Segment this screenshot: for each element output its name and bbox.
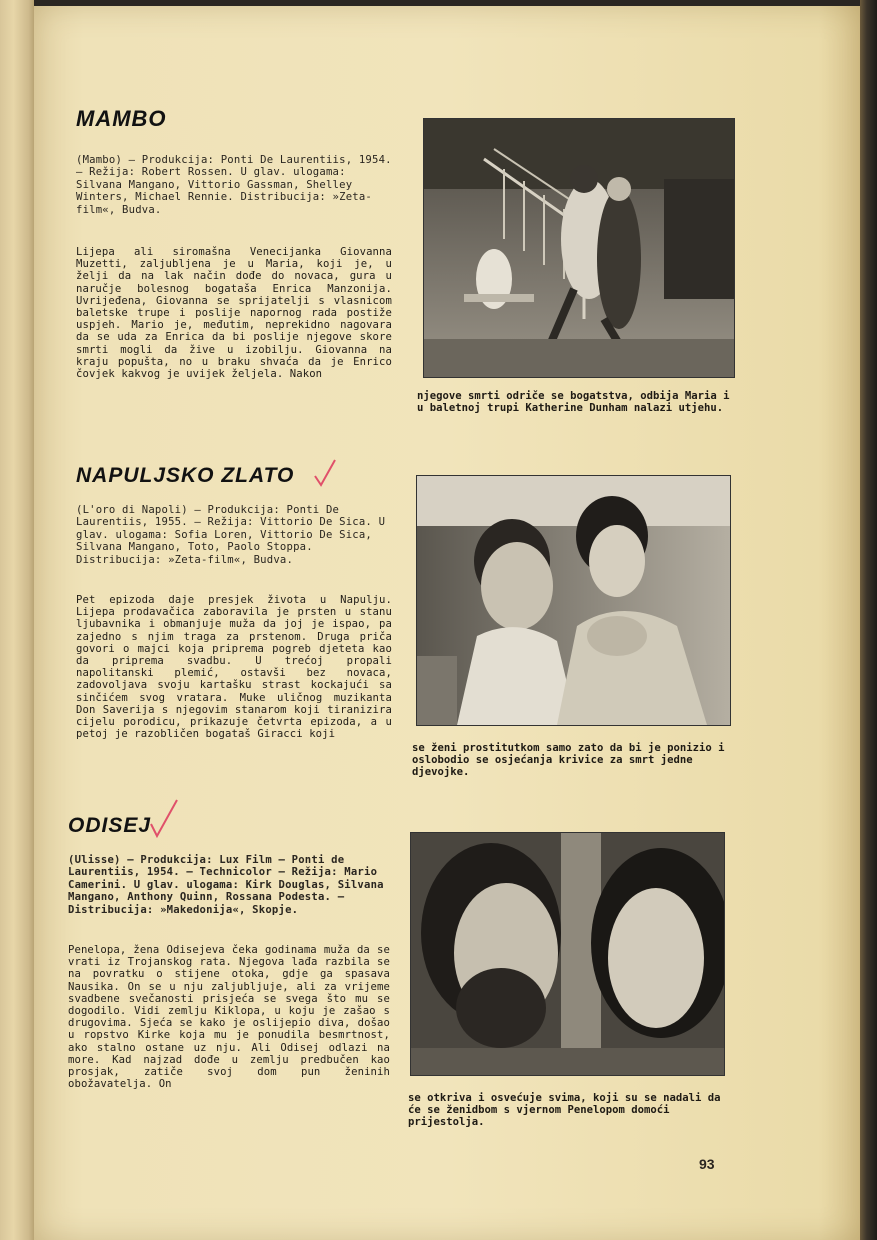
check-mark-icon — [148, 798, 180, 838]
synopsis-napuljsko-zlato: Pet epizoda daje presjek života u Napulju. Lijepa prodavačica zaboravila je prsten u stanu ljubavnika i obmanjuje muža da joj je ispao, pa zajedno s njim traga za prstenom. Druga priča govori o majci koja priprema pogreb djeteta kao da priprema svadbu. U trećoj propali napolitanski plemić, ostavši bez novaca, zadovoljava svoju kartašku strast kockajući sa sinčićem svog vratara. Muke uličnog muzikanta Don Saverija s njegovim stanarom koji tiranizira cijelu porodicu, prikazuje četvrta epizoda, a u petoj je razobličen bogataš Giracci koji — [76, 594, 392, 741]
credits-mambo: (Mambo) — Produkcija: Ponti De Laurentiis, 1954. — Režija: Robert Rossen. U glav. ulogama: Silvana Mangano, Vittorio Gassman, Shelley Winters, Michael Rennie. Distribucija: »Zeta-film«, Budva. — [76, 154, 392, 216]
page-number: 93 — [699, 1156, 715, 1172]
section-heading-mambo: MAMBO — [76, 106, 167, 131]
book-binding — [0, 0, 34, 1240]
credits-odisej: (Ulisse) — Produkcija: Lux Film — Ponti de Laurentiis, 1954. — Technicolor — Režija: Mario Camerini. U glav. ulogama: Kirk Douglas, Silvana Mangano, Anthony Quinn, Rossana Podesta. — Distribucija: »Makedonija«, Skopje. — [68, 854, 384, 916]
page-edge-shadow — [860, 0, 877, 1240]
photo-dance-scene — [423, 118, 735, 378]
credits-napuljsko-zlato: (L'oro di Napoli) — Produkcija: Ponti De Laurentiis, 1955. — Režija: Vittorio De Sica. U glav. ulogama: Sofia Loren, Vittorio De Sica, Silvana Mangano, Toto, Paolo Stoppa. Distribucija: »Zeta-film«, Budva. — [76, 504, 386, 566]
caption-odisej: se otkriva i osvećuje svima, koji su se nadali da će se ženidbom s vjernom Penelopom domoći prijestolja. — [408, 1092, 721, 1129]
section-heading-napuljsko-zlato: NAPULJSKO ZLATO — [76, 464, 295, 487]
caption-napuljsko-zlato: se ženi prostitutkom samo zato da bi je ponizio i oslobodio se osjećanja krivice za smrt jedne djevojke. — [412, 742, 725, 779]
closeup-portrait-image — [411, 833, 724, 1075]
photo-closeup-portrait — [410, 832, 725, 1076]
synopsis-mambo: Lijepa ali siromašna Venecijanka Giovanna Muzetti, zaljubljena je u Maria, koji je, u želji da na lak način dođe do novaca, gura u naručje bolesnog bogataša Enrica Manzonija. Uvrijeđena, Giovanna se sprijatelji s vlasnicom baletske trupe i poslije napornog rada postiže uspjeh. Mario je, međutim, neprekidno nagovara da se uda za Enrica da bi poslije njegove skore smrti mogli da žive u izobilju. Giovanna na kraju popušta, no u braku shvaća da je Enrico čovjek kakvog je uvijek željela. Nakon — [76, 246, 392, 381]
magazine-page — [34, 6, 860, 1240]
dance-scene-image — [424, 119, 734, 377]
check-mark-icon — [312, 458, 338, 488]
couple-portrait-image — [417, 476, 730, 725]
caption-mambo: njegove smrti odriče se bogatstva, odbija Maria i u baletnoj trupi Katherine Dunham nalazi utjehu. — [417, 390, 730, 415]
synopsis-odisej: Penelopa, žena Odisejeva čeka godinama muža da se vrati iz Trojanskog rata. Njegova lađa razbila se na povratku o stijene otoka, gdje ga spasava Nausika. On se u nju zaljubljuje, ali za vrijeme svadbene svečanosti prisjeća se svega što mu se dogodilo. Vidi zemlju Kiklopa, u koju je zašao s drugovima. Sjeća se kako je oslijepio diva, došao u ropstvo Kirke koja mu je ponudila besmrtnost, ako stalno ostane uz nju. Ali Odisej odlazi na more. Kad najzad dođe u zemlju predbučen kao prosjak, zatiče svoj dom pun ženinih obožavatelja. On — [68, 944, 390, 1091]
section-heading-odisej: ODISEJ — [68, 814, 152, 837]
photo-couple-portrait — [416, 475, 731, 726]
